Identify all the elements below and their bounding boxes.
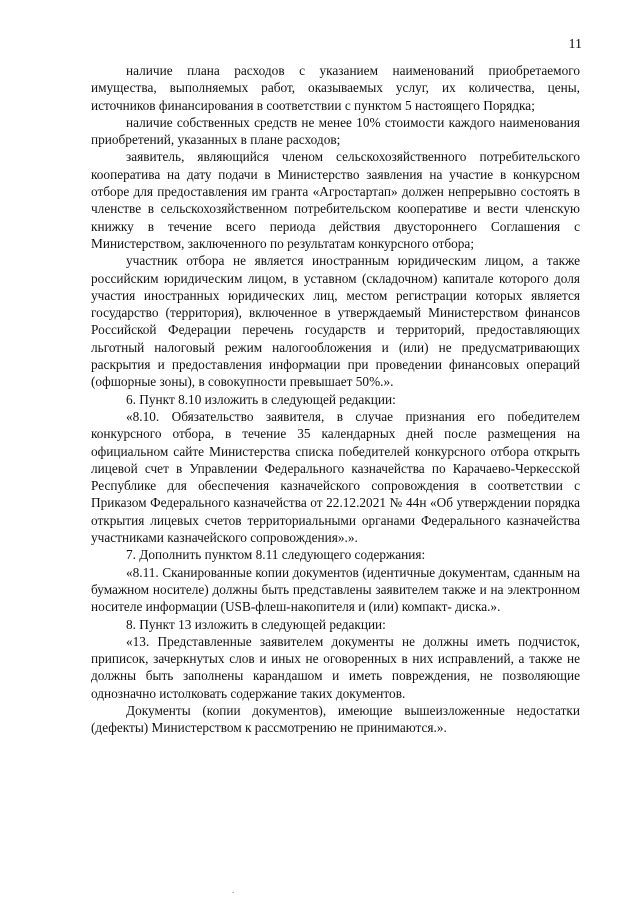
paragraph-own-funds: наличие собственных средств не менее 10% стоимости каждого наименования приобретений, указанных в плане расходов; (91, 114, 580, 148)
document-body (91, 62, 580, 737)
bottom-mark: . (232, 885, 235, 895)
paragraph-clause-8-11: «8.11. Сканированные копии документов (идентичные документам, сданным на бумажном носителе) должны быть представлены заявителем также и на электронном носителе информации (USB-флеш-накопителя и (или) компакт- диска.». (91, 564, 580, 615)
paragraph-cooperative-membership: заявитель, являющийся членом сельскохозяйственного потребительского кооператива на дату подачи в Министерство заявления на участие в конкурсном отборе для предоставления им гранта «Агростартап» должен непрерывно состоять в членстве в сельскохозяйственном потребительском кооперативе и вести членскую книжку в течение всего периода действия двустороннего Соглашения с Министерством, заключенного по результатам конкурсного отбора; (91, 149, 580, 251)
paragraph-item-8: 8. Пункт 13 изложить в следующей редакции: (126, 616, 386, 632)
paragraph-clause-13: «13. Представленные заявителем документы не должны иметь подчисток, приписок, зачеркнутых слов и иных не оговоренных в них исправлений, а также не должны быть заполнены карандашом и иметь повреждения, не позволяющие однозначно истолковать содержание таких документов. (91, 633, 580, 701)
paragraph-clause-8-10: «8.10. Обязательство заявителя, в случае признания его победителем конкурсного отбора, в течение 35 календарных дней после размещения на официальном сайте Министерства списка победителей конкурсного отбора открыть лицевой счет в Управлении Федерального казначейства по Карачаево-Черкесской Республике для обеспечения казначейского сопровождения в соответствии с Приказом Федерального казначейства от 22.12.2021 № 44н «Об утверждении порядка открытия лицевых счетов территориальными органами Федерального казначейства участниками казначейского сопровождения».». (91, 408, 580, 546)
page-number: 11 (568, 37, 582, 52)
paragraph-defective-documents: Документы (копии документов), имеющие вышеизложенные недостатки (дефекты) Министерством к рассмотрению не принимаются.». (91, 702, 580, 736)
paragraph-item-7: 7. Дополнить пунктом 8.11 следующего содержания: (126, 547, 426, 563)
paragraph-expense-plan: наличие плана расходов с указанием наименований приобретаемого имущества, выполняемых работ, оказываемых услуг, их количества, цены, источников финансирования в соответствии с пунктом 5 настоящего Порядка; (91, 63, 580, 113)
paragraph-foreign-entity: участник отбора не является иностранным юридическим лицом, а также российским юридическим лицом, в уставном (складочном) капитале которого доля участия иностранных юридических лиц, местом регистрации которых является государство (территория), включенное в утверждаемый Министерством финансов Российской Федерации перечень государств и территорий, предоставляющих льготный налоговый режим налогообложения и (или) не предусматривающих раскрытия и предоставления информации при проведении финансовых операций (офшорные зоны), в совокупности превышает 50%.». (91, 253, 580, 390)
paragraph-item-6: 6. Пункт 8.10 изложить в следующей редакции: (126, 391, 396, 407)
